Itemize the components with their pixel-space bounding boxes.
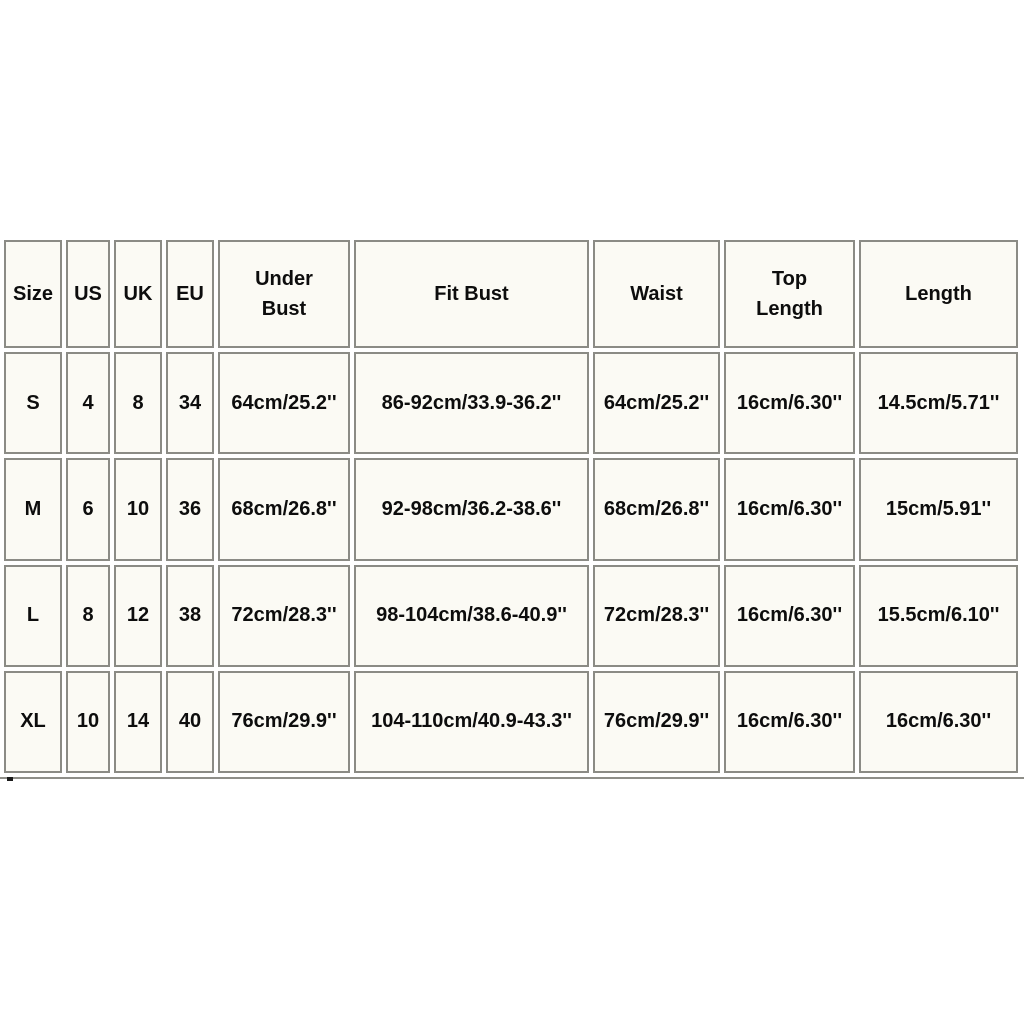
- table-cell: 16cm/6.30'': [724, 671, 855, 773]
- table-row-m: [4, 458, 1018, 560]
- table-cell: 16cm/6.30'': [724, 352, 855, 454]
- size-label-cell: XL: [4, 671, 62, 773]
- table-cell: 40: [166, 671, 214, 773]
- header-cell-top-length: Top Length: [724, 240, 855, 348]
- table-row-xl: [4, 671, 1018, 773]
- size-chart-table: [0, 236, 1022, 777]
- header-cell-waist: Waist: [593, 240, 720, 348]
- table-cell: 16cm/6.30'': [859, 671, 1018, 773]
- table-cell: 76cm/29.9'': [593, 671, 720, 773]
- table-cell: 4: [66, 352, 110, 454]
- table-cell: 14.5cm/5.71'': [859, 352, 1018, 454]
- table-cell: 15.5cm/6.10'': [859, 565, 1018, 667]
- table-cell: 8: [114, 352, 162, 454]
- table-cell: 64cm/25.2'': [218, 352, 350, 454]
- table-cell: 14: [114, 671, 162, 773]
- table-cell: 10: [66, 671, 110, 773]
- header-cell-fit-bust: Fit Bust: [354, 240, 589, 348]
- table-cell: 8: [66, 565, 110, 667]
- table-cell: 72cm/28.3'': [593, 565, 720, 667]
- table-cell: 76cm/29.9'': [218, 671, 350, 773]
- size-label-cell: S: [4, 352, 62, 454]
- header-cell-size: Size: [4, 240, 62, 348]
- image-artifact-speck: [7, 777, 13, 781]
- table-cell: 34: [166, 352, 214, 454]
- table-cell: 15cm/5.91'': [859, 458, 1018, 560]
- table-cell: 16cm/6.30'': [724, 458, 855, 560]
- table-cell: 12: [114, 565, 162, 667]
- table-cell: 72cm/28.3'': [218, 565, 350, 667]
- header-cell-us: US: [66, 240, 110, 348]
- size-label-cell: M: [4, 458, 62, 560]
- header-cell-uk: UK: [114, 240, 162, 348]
- table-cell: 68cm/26.8'': [593, 458, 720, 560]
- table-cell: 16cm/6.30'': [724, 565, 855, 667]
- table-cell: 36: [166, 458, 214, 560]
- table-cell: 10: [114, 458, 162, 560]
- table-cell: 92-98cm/36.2-38.6'': [354, 458, 589, 560]
- table-cell: 64cm/25.2'': [593, 352, 720, 454]
- table-cell: 98-104cm/38.6-40.9'': [354, 565, 589, 667]
- size-label-cell: L: [4, 565, 62, 667]
- header-cell-eu: EU: [166, 240, 214, 348]
- table-cell: 6: [66, 458, 110, 560]
- table-bottom-rule: [0, 777, 1024, 779]
- table-row-l: [4, 565, 1018, 667]
- table-cell: 104-110cm/40.9-43.3'': [354, 671, 589, 773]
- header-cell-length: Length: [859, 240, 1018, 348]
- table-cell: 86-92cm/33.9-36.2'': [354, 352, 589, 454]
- table-cell: 68cm/26.8'': [218, 458, 350, 560]
- header-cell-under-bust: Under Bust: [218, 240, 350, 348]
- table-cell: 38: [166, 565, 214, 667]
- table-row-s: [4, 352, 1018, 454]
- header-row: [4, 240, 1018, 348]
